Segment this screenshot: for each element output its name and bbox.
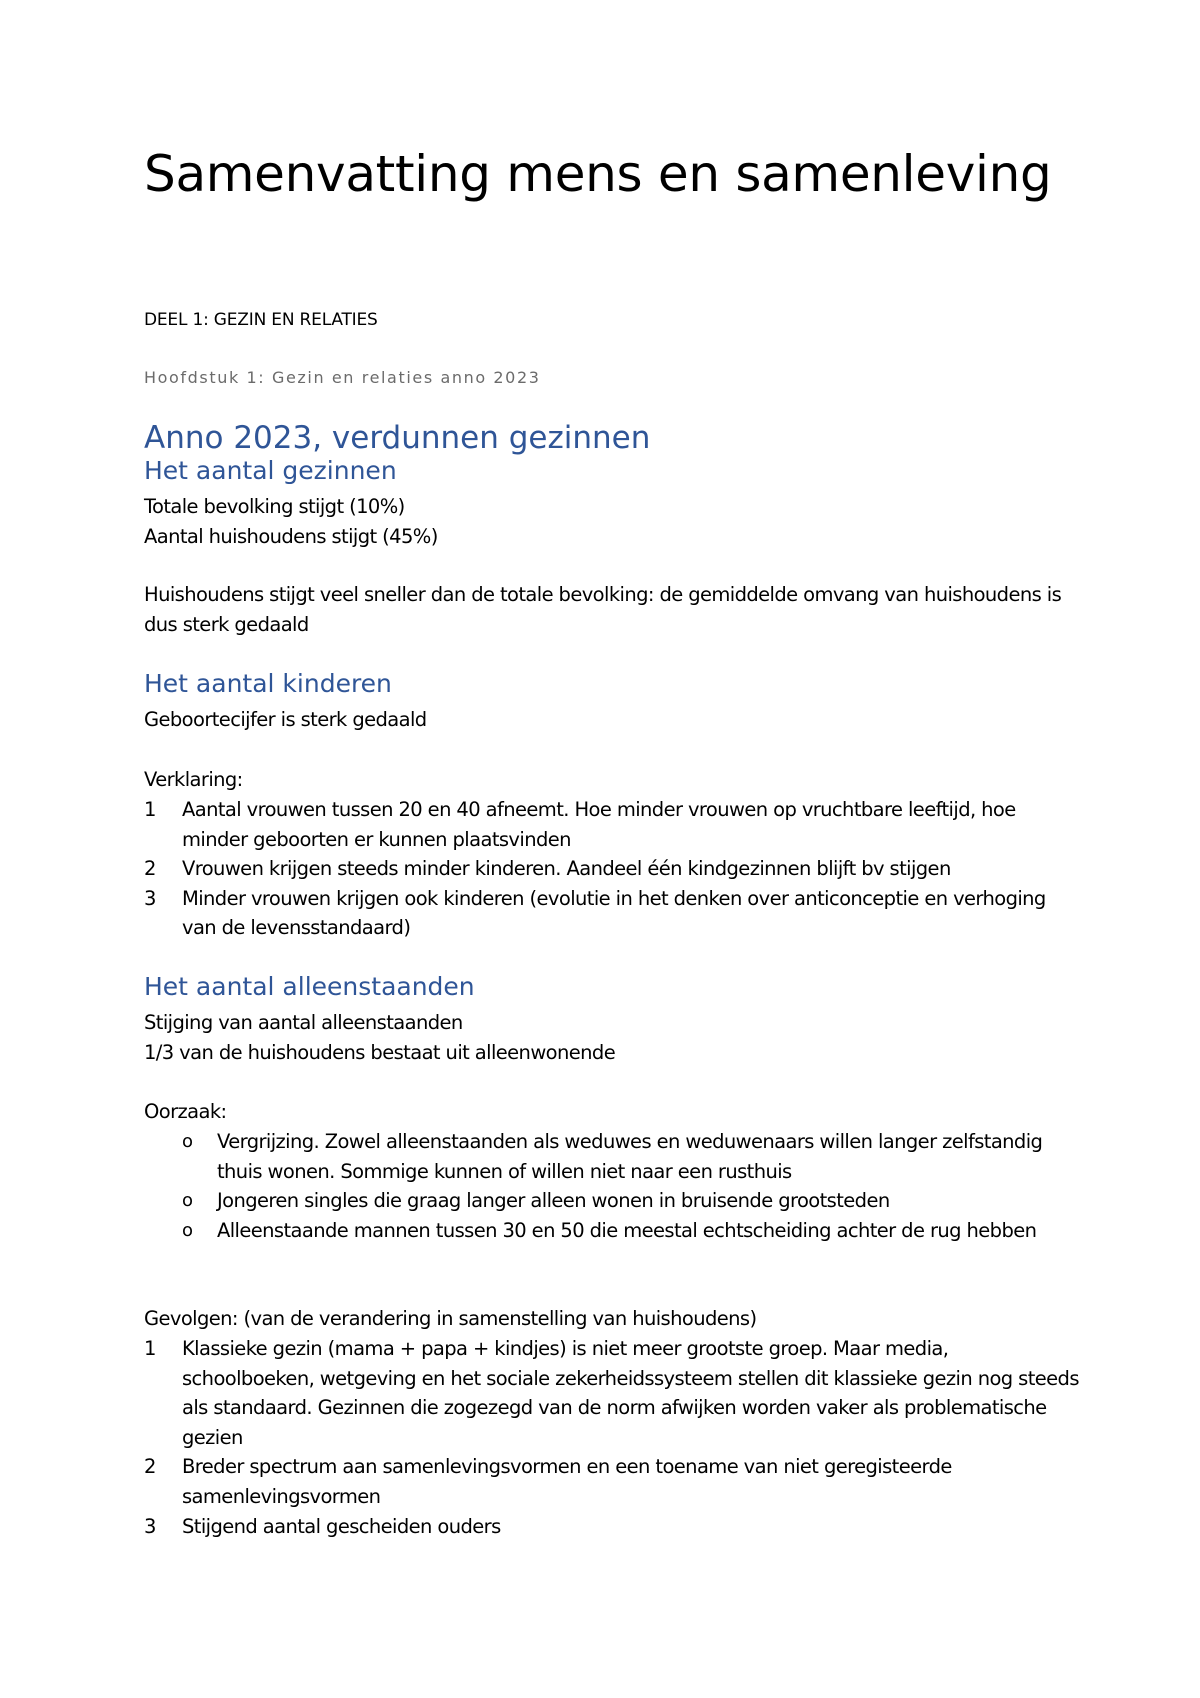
- list-item-text: Aantal vrouwen tussen 20 en 40 afneemt. Hoe minder vrouwen op vruchtbare leeftijd, hoe minder geboorten er kunnen plaatsvinden: [182, 798, 1016, 851]
- list-item-text: Breder spectrum aan samenlevingsvormen en een toename van niet geregisteerde samenlevingsvormen: [182, 1455, 952, 1508]
- list-item: [144, 1186, 1084, 1216]
- subheading-gezinnen: Het aantal gezinnen: [144, 456, 397, 485]
- subheading-alleenstaanden: Het aantal alleenstaanden: [144, 972, 475, 1001]
- list-item: [144, 1452, 1084, 1511]
- list-item: [144, 854, 1084, 884]
- subheading-kinderen: Het aantal kinderen: [144, 669, 392, 698]
- list-number: 3: [144, 1514, 156, 1538]
- list-item-text: Stijgend aantal gescheiden ouders: [182, 1514, 501, 1538]
- bullet-icon: o: [182, 1219, 193, 1241]
- list-item: [144, 1127, 1084, 1186]
- text-line: Totale bevolking stijgt (10%): [144, 495, 405, 518]
- list-item-text: Vrouwen krijgen steeds minder kinderen. Aandeel één kindgezinnen blijft bv stijgen: [182, 857, 951, 881]
- list-item: [144, 884, 1084, 943]
- list-item-text: Alleenstaande mannen tussen 30 en 50 die meestal echtscheiding achter de rug hebben: [217, 1218, 1037, 1242]
- text-line: Geboortecijfer is sterk gedaald: [144, 708, 427, 731]
- list-number: 2: [144, 857, 156, 881]
- list-label: Gevolgen: (van de verandering in samenstelling van huishoudens): [144, 1307, 757, 1330]
- paragraph: Huishoudens stijgt veel sneller dan de totale bevolking: de gemiddelde omvang van huishoudens is dus sterk gedaald: [144, 583, 1062, 636]
- numbered-list-verklaring: [144, 795, 1084, 943]
- text-line: Aantal huishoudens stijgt (45%): [144, 525, 438, 548]
- section-heading: Anno 2023, verdunnen gezinnen: [144, 420, 651, 456]
- bullet-list-oorzaak: [144, 1127, 1084, 1245]
- document-title-text: Samenvatting mens en samenleving: [144, 145, 1052, 203]
- bullet-icon: o: [182, 1131, 193, 1152]
- list-item: [144, 1216, 1084, 1246]
- list-item-text: Minder vrouwen krijgen ook kinderen (evolutie in het denken over anticonceptie en verhoging van de levensstandaard): [182, 886, 1046, 940]
- text-line: Stijging van aantal alleenstaanden: [144, 1011, 463, 1034]
- list-item-text: Jongeren singles die graag langer alleen wonen in bruisende grootsteden: [217, 1189, 890, 1213]
- list-number: 3: [144, 886, 156, 910]
- chapter-heading: Hoofdstuk 1: Gezin en relaties anno 2023: [144, 368, 541, 387]
- document-title: [144, 142, 1051, 206]
- text-line: 1/3 van de huishoudens bestaat uit alleenwonende: [144, 1041, 616, 1064]
- part-heading: DEEL 1: GEZIN EN RELATIES: [144, 310, 378, 330]
- list-item: [144, 1334, 1084, 1452]
- list-label: Oorzaak:: [144, 1100, 227, 1123]
- list-number: 1: [144, 1337, 156, 1360]
- list-item-text: Vergrijzing. Zowel alleenstaanden als weduwes en weduwenaars willen langer zelfstandig thuis wonen. Sommige kunnen of willen niet naar een rusthuis: [217, 1130, 1043, 1183]
- list-number: 1: [144, 798, 156, 821]
- list-label: Verklaring:: [144, 768, 243, 791]
- list-item: [144, 795, 1084, 854]
- list-item: [144, 1512, 1084, 1542]
- list-item-text: Klassieke gezin (mama + papa + kindjes) is niet meer grootste groep. Maar media, schoolboeken, wetgeving en het sociale zekerheidssysteem stellen dit klassieke gezin nog steeds als standaard. Gezinnen die zogezegd van de norm afwijken worden vaker als problematische gezien: [182, 1337, 1079, 1449]
- bullet-icon: o: [182, 1190, 193, 1212]
- numbered-list-gevolgen: [144, 1334, 1084, 1541]
- list-number: 2: [144, 1455, 156, 1479]
